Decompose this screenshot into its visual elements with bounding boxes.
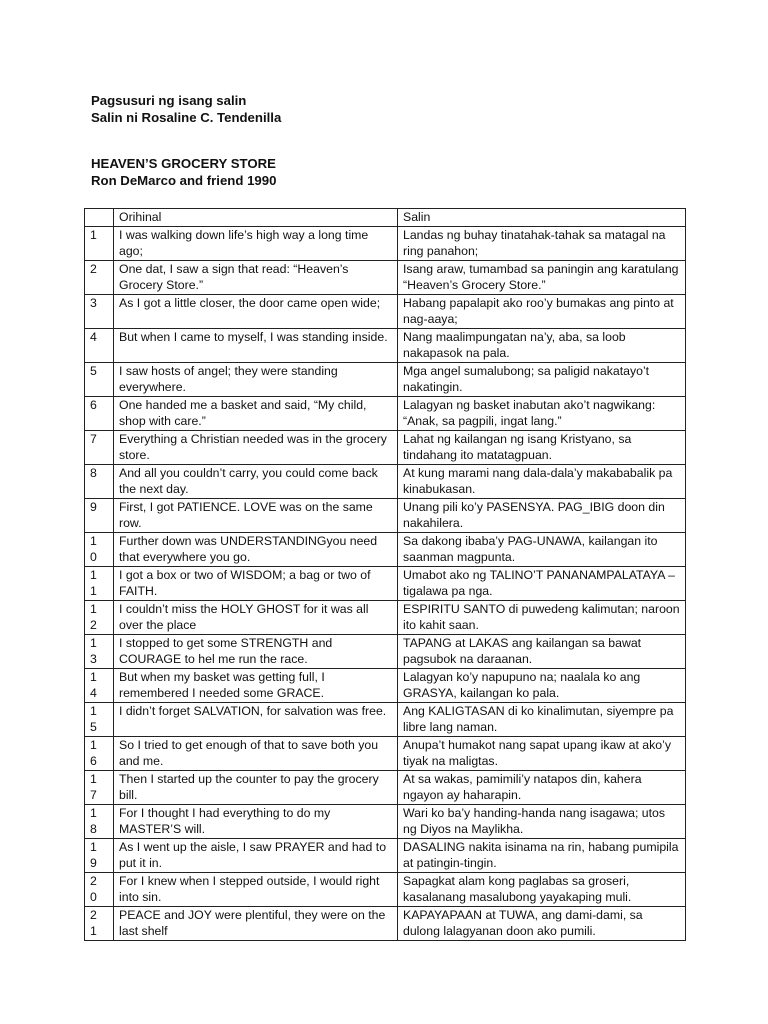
row-number-text: 11 <box>90 567 97 598</box>
row-number-text: 12 <box>90 601 97 632</box>
original-text-cell: As I went up the aisle, I saw PRAYER and had to put it in. <box>114 838 398 872</box>
table-row <box>85 668 686 702</box>
table-row <box>85 906 686 940</box>
translation-text-cell: Lalagyan ko’y napupuno na; naalala ko ang GRASYA, kailangan ko pala. <box>398 668 686 702</box>
translator-credit: Salin ni Rosaline C. Tendenilla <box>91 109 282 125</box>
row-number-text: 7 <box>90 431 97 446</box>
row-number <box>85 430 114 464</box>
row-number-text: 4 <box>90 329 97 344</box>
row-number <box>85 498 114 532</box>
table-row <box>85 464 686 498</box>
row-number-text: 10 <box>90 533 97 564</box>
row-number <box>85 260 114 294</box>
table-row <box>85 736 686 770</box>
translation-text-cell: Sa dakong ibaba’y PAG-UNAWA, kailangan ito saanman magpunta. <box>398 532 686 566</box>
original-text-cell: I couldn’t miss the HOLY GHOST for it was all over the place <box>114 600 398 634</box>
table-row <box>85 430 686 464</box>
row-number-text: 13 <box>90 635 97 666</box>
row-number <box>85 872 114 906</box>
table-row <box>85 226 686 260</box>
row-number-text: 16 <box>90 737 97 768</box>
translation-table <box>84 208 686 941</box>
row-number-text: 5 <box>90 363 97 378</box>
translation-text-cell: ESPIRITU SANTO di puwedeng kalimutan; naroon ito kahit saan. <box>398 600 686 634</box>
row-number <box>85 906 114 940</box>
row-number <box>85 600 114 634</box>
row-number <box>85 804 114 838</box>
table-row <box>85 702 686 736</box>
translation-text-cell: Sapagkat alam kong paglabas sa groseri, kasalanang masalubong yayakaping muli. <box>398 872 686 906</box>
row-number <box>85 634 114 668</box>
original-text-cell: I was walking down life’s high way a long time ago; <box>114 226 398 260</box>
row-number <box>85 702 114 736</box>
row-number <box>85 396 114 430</box>
original-text-cell: And all you couldn’t carry, you could come back the next day. <box>114 464 398 498</box>
column-header-number <box>85 209 114 227</box>
poem-title: HEAVEN’S GROCERY STORE <box>91 156 276 171</box>
translation-text-cell: KAPAYAPAAN at TUWA, ang dami-dami, sa dulong lalagyanan doon ako pumili. <box>398 906 686 940</box>
row-number-text: 2 <box>90 261 97 276</box>
translation-text-cell: Isang araw, tumambad sa paningin ang karatulang “Heaven’s Grocery Store.” <box>398 260 686 294</box>
table-row <box>85 532 686 566</box>
table-row <box>85 838 686 872</box>
row-number <box>85 328 114 362</box>
translation-text-cell: Lalagyan ng basket inabutan ako’t nagwikang: “Anak, sa pagpili, ingat lang.” <box>398 396 686 430</box>
column-header-translation: Salin <box>398 209 686 227</box>
poem-author: Ron DeMarco and friend 1990 <box>91 172 277 188</box>
row-number-text: 18 <box>90 805 97 836</box>
original-text-cell: One dat, I saw a sign that read: “Heaven’s Grocery Store.” <box>114 260 398 294</box>
analysis-title: Pagsusuri ng isang salin <box>91 93 247 108</box>
row-number <box>85 566 114 600</box>
row-number <box>85 362 114 396</box>
table-row <box>85 804 686 838</box>
translation-text-cell: Mga angel sumalubong; sa paligid nakatayo’t nakatingin. <box>398 362 686 396</box>
translation-text-cell: Wari ko ba’y handing-handa nang isagawa; utos ng Diyos na Maylikha. <box>398 804 686 838</box>
table-header-row <box>85 209 686 227</box>
row-number <box>85 294 114 328</box>
row-number <box>85 226 114 260</box>
original-text-cell: PEACE and JOY were plentiful, they were on the last shelf <box>114 906 398 940</box>
row-number <box>85 736 114 770</box>
original-text-cell: I stopped to get some STRENGTH and COURAGE to hel me run the race. <box>114 634 398 668</box>
original-text-cell: But when my basket was getting full, I remembered I needed some GRACE. <box>114 668 398 702</box>
table-row <box>85 600 686 634</box>
poem-header <box>91 156 276 189</box>
table-row <box>85 498 686 532</box>
row-number <box>85 838 114 872</box>
row-number-text: 14 <box>90 669 97 700</box>
row-number-text: 19 <box>90 839 97 870</box>
translation-text-cell: Ang KALIGTASAN di ko kinalimutan, siyempre pa libre lang naman. <box>398 702 686 736</box>
original-text-cell: As I got a little closer, the door came open wide; <box>114 294 398 328</box>
table-row <box>85 294 686 328</box>
column-header-original: Orihinal <box>114 209 398 227</box>
translation-text-cell: Nang maalimpungatan na’y, aba, sa loob nakapasok na pala. <box>398 328 686 362</box>
document-header <box>91 93 281 126</box>
row-number-text: 3 <box>90 295 97 310</box>
table-row <box>85 770 686 804</box>
table-row <box>85 328 686 362</box>
translation-text-cell: Umabot ako ng TALINO’T PANANAMPALATAYA – tigalawa pa nga. <box>398 566 686 600</box>
translation-text-cell: Unang pili ko’y PASENSYA. PAG_IBIG doon din nakahilera. <box>398 498 686 532</box>
translation-text-cell: At sa wakas, pamimili’y natapos din, kahera ngayon ay haharapin. <box>398 770 686 804</box>
original-text-cell: Further down was UNDERSTANDINGyou need that everywhere you go. <box>114 532 398 566</box>
row-number-text: 20 <box>90 873 97 904</box>
row-number <box>85 668 114 702</box>
original-text-cell: I saw hosts of angel; they were standing everywhere. <box>114 362 398 396</box>
original-text-cell: So I tried to get enough of that to save both you and me. <box>114 736 398 770</box>
translation-text-cell: Habang papalapit ako roo’y bumakas ang pinto at nag-aaya; <box>398 294 686 328</box>
original-text-cell: Everything a Christian needed was in the grocery store. <box>114 430 398 464</box>
original-text-cell: For I thought I had everything to do my MASTER’S will. <box>114 804 398 838</box>
original-text-cell: I got a box or two of WISDOM; a bag or two of FAITH. <box>114 566 398 600</box>
translation-text-cell: Lahat ng kailangan ng isang Kristyano, sa tindahang ito matatagpuan. <box>398 430 686 464</box>
row-number <box>85 532 114 566</box>
row-number-text: 1 <box>90 227 97 242</box>
table-body <box>85 226 686 940</box>
row-number-text: 9 <box>90 499 97 514</box>
table-row <box>85 260 686 294</box>
row-number-text: 15 <box>90 703 97 734</box>
original-text-cell: But when I came to myself, I was standing inside. <box>114 328 398 362</box>
row-number <box>85 770 114 804</box>
translation-text-cell: DASALING nakita isinama na rin, habang pumipila at patingin-tingin. <box>398 838 686 872</box>
table-row <box>85 872 686 906</box>
table-row <box>85 566 686 600</box>
row-number-text: 17 <box>90 771 97 802</box>
translation-text-cell: Landas ng buhay tinatahak-tahak sa matagal na ring panahon; <box>398 226 686 260</box>
row-number-text: 21 <box>90 907 97 938</box>
translation-text-cell: At kung marami nang dala-dala’y makababalik pa kinabukasan. <box>398 464 686 498</box>
table-row <box>85 634 686 668</box>
original-text-cell: One handed me a basket and said, “My child, shop with care.” <box>114 396 398 430</box>
original-text-cell: First, I got PATIENCE. LOVE was on the same row. <box>114 498 398 532</box>
original-text-cell: Then I started up the counter to pay the grocery bill. <box>114 770 398 804</box>
table-row <box>85 362 686 396</box>
translation-text-cell: Anupa’t humakot nang sapat upang ikaw at ako’y tiyak na maligtas. <box>398 736 686 770</box>
row-number <box>85 464 114 498</box>
translation-text-cell: TAPANG at LAKAS ang kailangan sa bawat pagsubok na daraanan. <box>398 634 686 668</box>
original-text-cell: For I knew when I stepped outside, I would right into sin. <box>114 872 398 906</box>
table-row <box>85 396 686 430</box>
row-number-text: 8 <box>90 465 97 480</box>
row-number-text: 6 <box>90 397 97 412</box>
original-text-cell: I didn’t forget SALVATION, for salvation was free. <box>114 702 398 736</box>
